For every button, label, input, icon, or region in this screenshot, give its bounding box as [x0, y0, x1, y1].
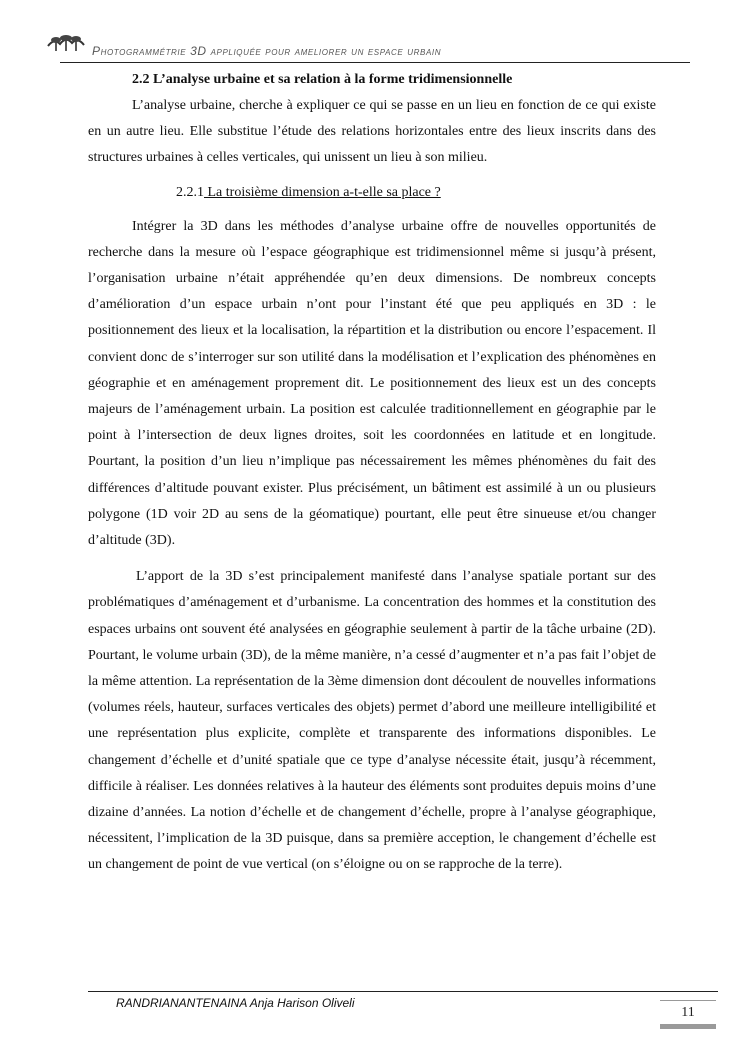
subsection-heading: [88, 180, 656, 206]
footer-author: RANDRIANANTENAINA Anja Harison Oliveli: [116, 996, 355, 1010]
page-number: 11: [681, 1005, 695, 1020]
header-logo-icon: [46, 34, 86, 52]
page-number-bar: [660, 1024, 716, 1029]
footer-divider: [88, 991, 718, 992]
page-number-box: [660, 1000, 716, 1029]
body-paragraph-2: L’apport de la 3D s’est principalement manifesté dans l’analyse spatiale portant sur des problématiques d’aménagement et d’urbanisme. La concentration des hommes et la constitution des espaces urbains ont souvent été analysées en géographie seulement à partir de la tâche urbaine (2D). Pourtant, le volume urbain (3D), de la même manière, n’a cessé d’augmenter et n’a pas fait l’objet de la même attention. La représentation de la 3ème dimension dont découlent de nouvelles informations (volumes réels, hauteur, surfaces verticales des objets) permet d’abord une meilleure intelligibilité et une représentation plus explicite, complète et transparente des informations disponibles. Le changement d’échelle et d’unité spatiale que ce type d’analyse nécessite était, jusqu’à récemment, difficile à réaliser. Les données relatives à la hauteur des éléments sont produites depuis moins d’une dizaine d’années. La notion d’échelle et de changement d’échelle, propre à l’analyse géographique, nécessitent, l’implication de la 3D puisque, dans sa première acception, le changement d’échelle est un changement de point de vue vertical (on s’éloigne ou on se rapproche de la terre).: [88, 569, 656, 873]
page-body: [88, 67, 656, 879]
subsection-number: 2.2.1: [176, 184, 204, 200]
body-paragraph-1: Intégrer la 3D dans les méthodes d’analyse urbaine offre de nouvelles opportunités de recherche dans la mesure où l’espace géographique est tridimensionnel même si jusqu’à présent, l’organisation urbaine n’était appréhendée qu’en deux dimensions. De nombreux concepts d’amélioration d’un espace urbain n’ont pour l’instant été que peu appliqués en 3D : le positionnement des lieux et la localisation, la répartition et la distribution ou encore l’espacement. Il convient donc de s’interroger sur son utilité dans la modélisation et l’explication des phénomènes en géographie et en aménagement proprement dit. Le positionnement des lieux est un des concepts majeurs de l’aménagement urbain. La position est calculée traditionnellement en géographie par le point à l’intersection de deux lignes droites, soit les coordonnées en latitude et en longitude. Pourtant, la position d’un lieu n’implique pas nécessairement les mêmes phénomènes du fait des différences d’altitude pouvant exister. Plus précisément, un bâtiment est assimilé à un ou plusieurs polygone (1D voir 2D au sens de la géomatique) pourtant, elle peut être sinueuse et/ou changer d’altitude (3D).: [88, 218, 656, 549]
section-intro-paragraph: L’analyse urbaine, cherche à expliquer ce qui se passe en un lieu en fonction de ce qui existe en un autre lieu. Elle substitue l’étude des relations horizontales entre des lieux inscrits dans des structures urbaines à celles verticales, qui unissent un lieu à son milieu.: [88, 98, 656, 166]
subsection-title: La troisième dimension a-t-elle sa place ?: [204, 184, 441, 200]
header-divider: [60, 62, 690, 63]
running-header-title: Photogrammétrie 3D appliquée pour ameliorer un espace urbain: [92, 44, 442, 58]
section-heading: 2.2 L’analyse urbaine et sa relation à la forme tridimensionnelle: [132, 72, 513, 87]
